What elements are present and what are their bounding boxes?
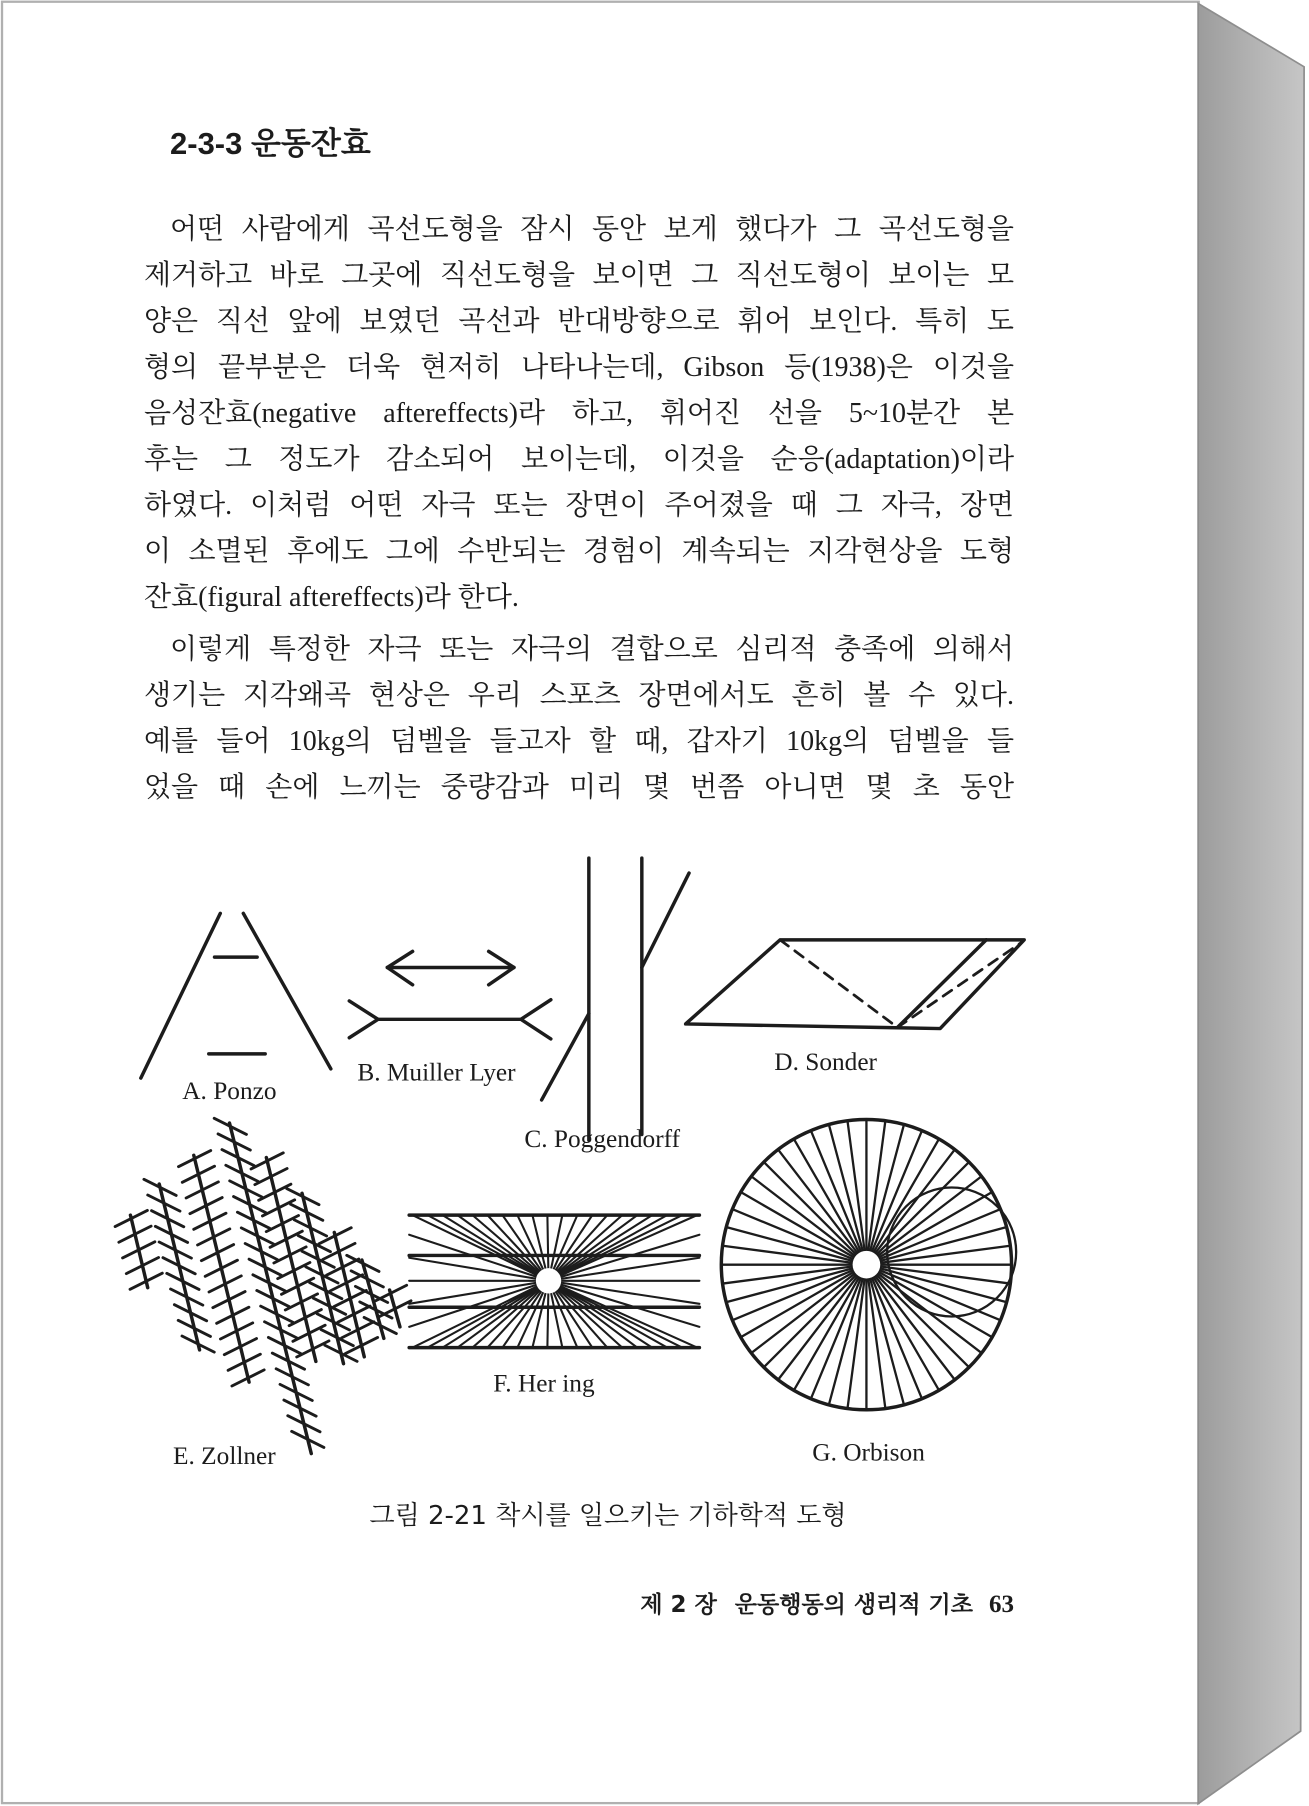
label-ponzo: A. Ponzo bbox=[182, 1076, 277, 1105]
label-sonder: D. Sonder bbox=[774, 1048, 878, 1077]
footer-chapter: 제 2 장 bbox=[640, 1592, 717, 1618]
label-hering: F. Her ing bbox=[493, 1369, 595, 1398]
page-number: 63 bbox=[989, 1591, 1014, 1618]
book-edge bbox=[1198, 3, 1304, 1803]
body-line: 잔효(figural aftereffects)라 한다. bbox=[144, 582, 519, 613]
orbison-center-hole bbox=[853, 1251, 881, 1279]
label-muller-lyer: B. Muiller Lyer bbox=[357, 1058, 516, 1087]
label-zollner: E. Zollner bbox=[173, 1441, 276, 1470]
body-line: 제거하고 바로 그곳에 직선도형을 보이면 그 직선도형이 보이는 모 bbox=[144, 260, 1014, 291]
footer-chapter-title: 운동행동의 생리적 기초 bbox=[734, 1592, 973, 1618]
label-orbison: G. Orbison bbox=[812, 1438, 925, 1467]
body-line: 예를 들어 10kg의 덤벨을 들고자 할 때, 갑자기 10kg의 덤벨을 들 bbox=[144, 726, 1014, 757]
body-line: 이 소멸된 후에도 그에 수반되는 경험이 계속되는 지각현상을 도형 bbox=[144, 536, 1014, 567]
body-line: 었을 때 손에 느끼는 중량감과 미리 몇 번쯤 아니면 몇 초 동안 bbox=[144, 772, 1014, 803]
body-line: 후는 그 정도가 감소되어 보이는데, 이것을 순응(adaptation)이라 bbox=[144, 444, 1014, 475]
body-line: 이렇게 특정한 자극 또는 자극의 결합으로 심리적 충족에 의해서 bbox=[170, 634, 1014, 665]
hering-center-hole bbox=[536, 1268, 561, 1293]
body-line: 생기는 지각왜곡 현상은 우리 스포츠 장면에서도 흔히 볼 수 있다. bbox=[144, 680, 1014, 711]
section-heading: 2-3-3 운동잔효 bbox=[170, 126, 371, 161]
body-line: 형의 끝부분은 더욱 현저히 나타나는데, Gibson 등(1938)은 이것을 bbox=[144, 352, 1014, 383]
paragraph bbox=[144, 627, 1014, 811]
body-line: 양은 직선 앞에 보였던 곡선과 반대방향으로 휘어 보인다. 특히 도 bbox=[144, 306, 1014, 337]
figure-caption: 그림 2-21 착시를 일으키는 기하학적 도형 bbox=[369, 1501, 847, 1531]
body-line: 하였다. 이처럼 어떤 자극 또는 장면이 주어졌을 때 그 자극, 장면 bbox=[144, 490, 1014, 521]
body-line: 음성잔효(negative aftereffects)라 하고, 휘어진 선을 5~10분간 본 bbox=[144, 398, 1014, 429]
body-line: 어떤 사람에게 곡선도형을 잠시 동안 보게 했다가 그 곡선도형을 bbox=[170, 214, 1014, 245]
paragraph bbox=[144, 207, 1014, 621]
running-footer bbox=[520, 1588, 1014, 1622]
label-poggendorff: C. Poggendorff bbox=[524, 1125, 681, 1154]
body-text bbox=[144, 207, 1014, 811]
